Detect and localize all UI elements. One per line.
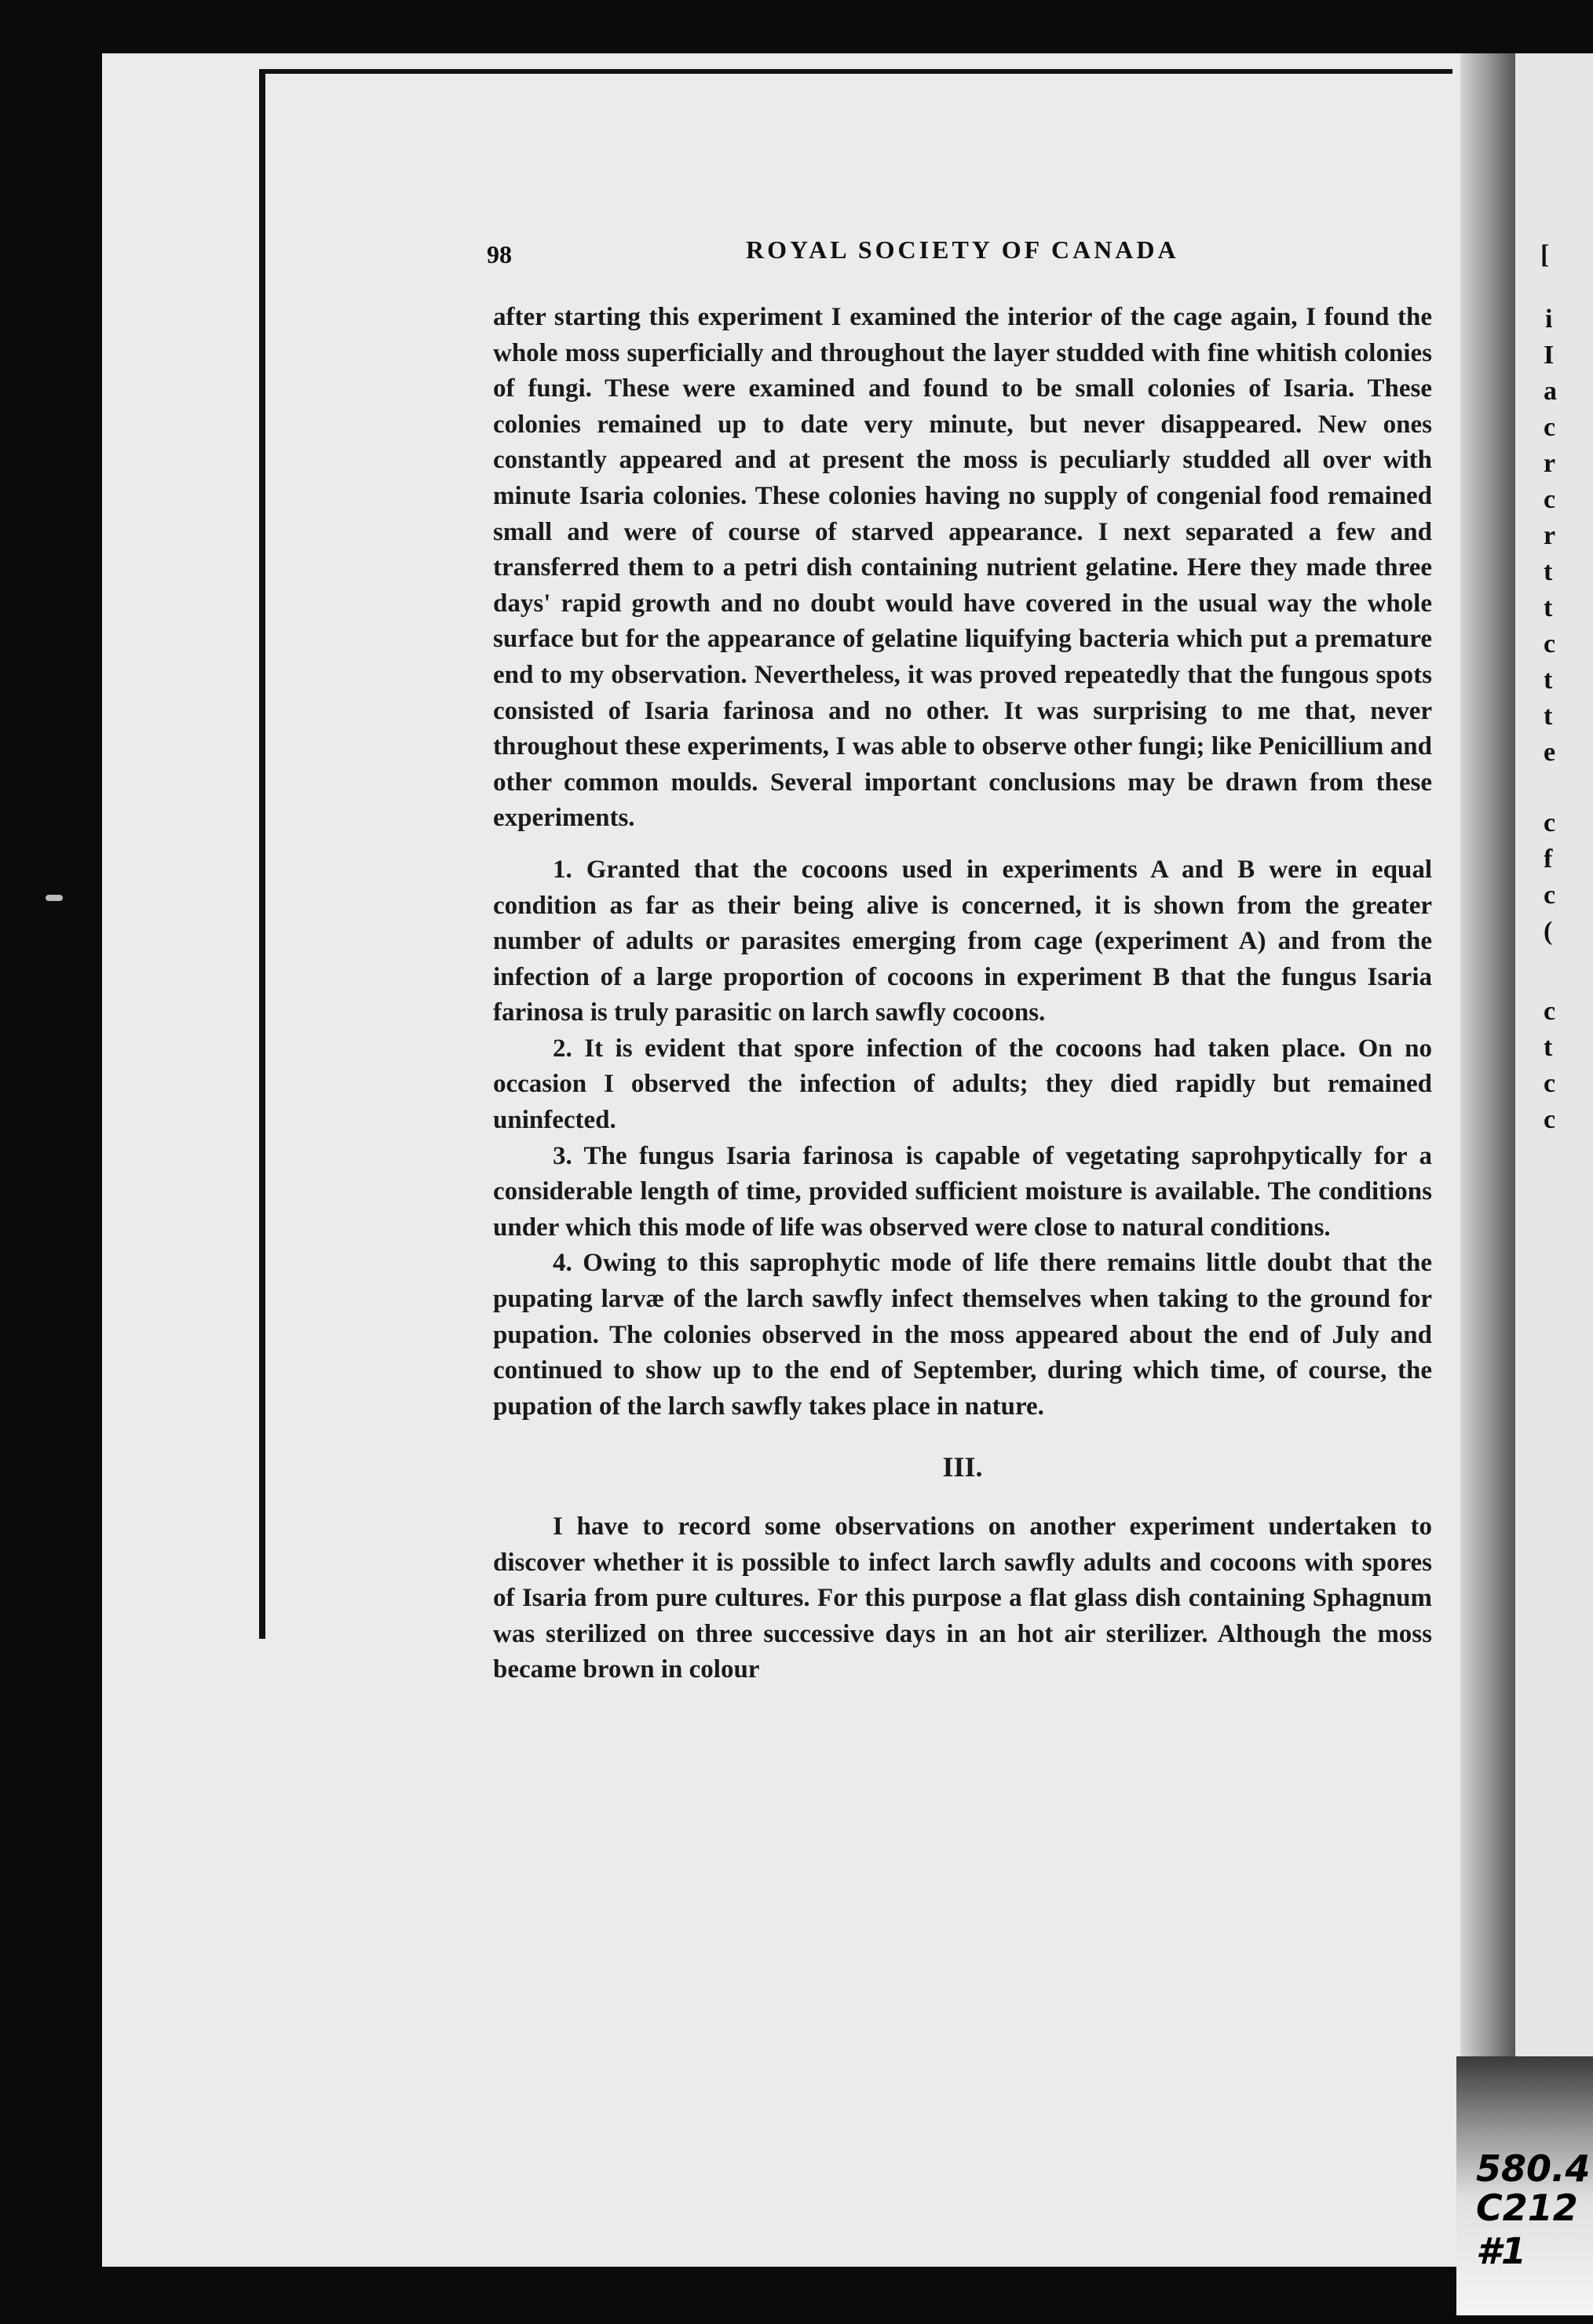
adjacent-letter: f [1544, 845, 1553, 874]
paragraph: 2. It is evident that spore infection of the cocoons had taken place. On no occasion I observed the infection of adults; they died rapidly but remained uninfected. [493, 1034, 1432, 1135]
paragraph: after starting this experiment I examined the interior of the cage again, I found the whole moss superficially and throughout the layer studded with fine whitish colonies of fungi. These were examined and found to be small colonies of Isaria. These colonies remained up to date very minute, but never disappeared. New ones constantly appeared and at present the moss is peculiarly studded all over with minute Isaria colonies. These colonies having no supply of congenial food remained small and were of course of starved appearance. I next separated a few and transferred them to a petri dish containing nutrient gelatine. Here they made three days' rapid growth and no doubt would have covered in the usual way the whole surface but for the appearance of gelatine liquifying bacteria which put a premature end to my observation. Nevertheless, it was proved repeatedly that the fungous spots consisted of Isaria farinosa and no other. It was surprising to me that, never throughout these experiments, I was able to observe other fungi; like Penicillium and other common moulds. Several important conclusions may be drawn from these experiments. [493, 303, 1432, 833]
adjacent-letter: t [1544, 702, 1553, 731]
library-label-line: C212 [1476, 2187, 1578, 2229]
running-head: ROYAL SOCIETY OF CANADA [746, 235, 1179, 264]
paragraph: 3. The fungus Isaria farinosa is capable of vegetating saprohpytically for a considerable length of time, provided sufficient moisture is available. The conditions under which this mode of life was observed were close to natural conditions. [493, 1141, 1432, 1242]
page-header [487, 235, 1429, 275]
adjacent-letter: t [1544, 593, 1553, 622]
page-number: 98 [487, 240, 512, 268]
adjacent-letter: c [1544, 997, 1556, 1026]
section-heading: III. [942, 1451, 983, 1483]
margin-mark [46, 895, 63, 901]
adjacent-letter: c [1544, 1105, 1556, 1134]
adjacent-letter: t [1544, 666, 1553, 695]
adjacent-letter: e [1544, 738, 1556, 767]
adjacent-letter: c [1544, 881, 1556, 910]
adjacent-letter: c [1544, 629, 1556, 659]
book-gutter [1460, 53, 1515, 2267]
page-border-left [259, 69, 265, 1639]
adjacent-letter: c [1544, 413, 1556, 442]
adjacent-letter: [ [1540, 240, 1550, 269]
adjacent-letter: a [1544, 377, 1557, 406]
adjacent-letter: ( [1544, 917, 1553, 946]
adjacent-letter: I [1544, 341, 1555, 370]
page-body [493, 300, 1432, 1688]
adjacent-letter: c [1544, 485, 1556, 514]
paragraph: 4. Owing to this saprophytic mode of life there remains little doubt that the pupating larvæ of the larch sawfly infect themselves when taking to the ground for pupation. The colonies observed in the moss appeared about the end of July and continued to show up to the end of September, during which time, of course, the pupation of the larch sawfly takes place in nature. [493, 1249, 1432, 1421]
adjacent-letter: c [1544, 808, 1556, 837]
adjacent-letter: r [1544, 521, 1556, 550]
paragraph: I have to record some observations on another experiment undertaken to discover whether it is possible to infect larch sawfly adults and cocoons with spores of Isaria from pure cultures. For this purpose a flat glass dish containing Sphagnum was sterilized on three successive days in an hot air sterilizer. Although the moss became brown in colour [493, 1512, 1432, 1684]
adjacent-letter: c [1544, 1069, 1556, 1098]
page-border-top [259, 69, 1452, 74]
adjacent-letter: r [1544, 449, 1556, 478]
paragraph: 1. Granted that the cocoons used in experiments A and B were in equal condition as far as their being alive is concerned, it is shown from the greater number of adults or parasites emerging from cage (experiment A) and from the infection of a large proportion of cocoons in experiment B that the fungus Isaria farinosa is truly parasitic on larch sawfly cocoons. [493, 855, 1432, 1027]
adjacent-letter: t [1544, 557, 1553, 586]
library-label-line: 580.4 [1476, 2147, 1591, 2190]
library-label-line: #1 [1476, 2230, 1527, 2272]
adjacent-letter: t [1544, 1033, 1553, 1062]
adjacent-letter: i [1545, 305, 1553, 334]
